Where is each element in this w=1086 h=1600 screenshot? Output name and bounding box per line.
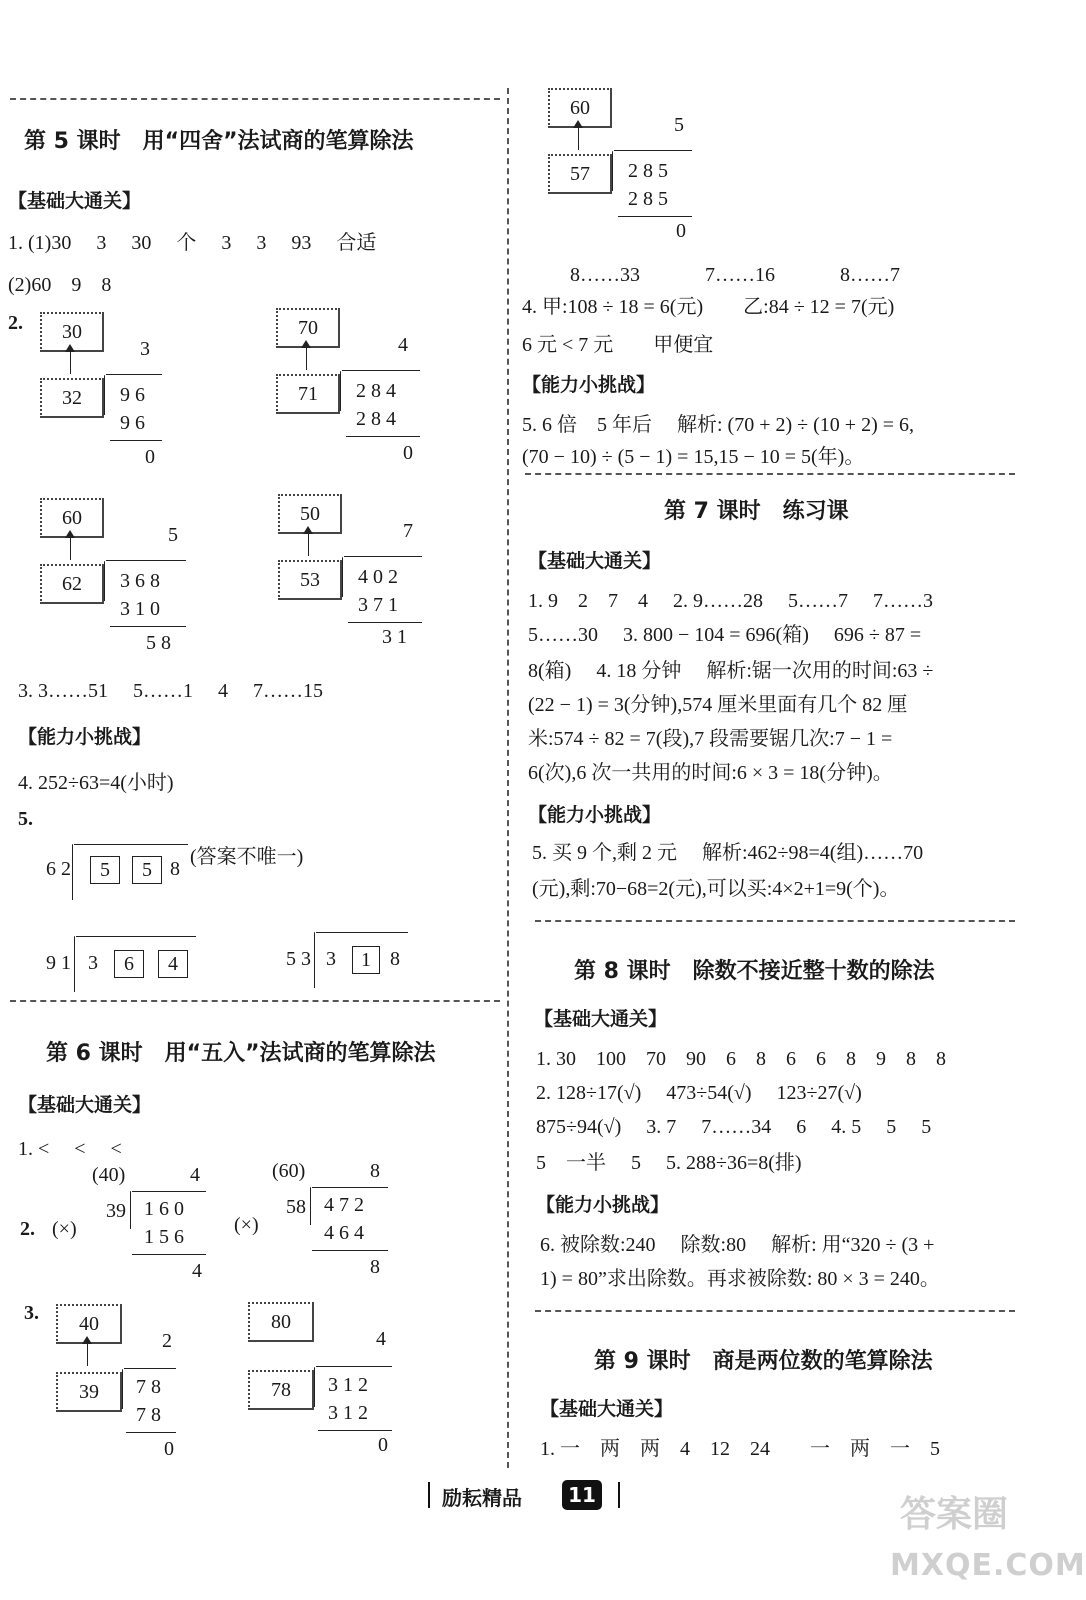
trial-box: 60 [40,498,104,538]
division-bracket [130,1191,131,1229]
division-bar [74,844,188,845]
trial-quotient: (40) [92,1164,126,1186]
lesson7-line-5: 米:574 ÷ 82 = 7(段),7 段需要锯几次:7 − 1 = [528,728,893,750]
division-bar [106,374,162,375]
watermark-url: MXQE.COM [890,1548,1086,1583]
up-arrow-icon [87,1344,88,1366]
lesson5-q1-line1: 1. (1)30 3 30 个 3 3 93 合适 [8,232,377,254]
division-bracket [104,375,105,415]
trial-quotient: (60) [272,1160,306,1182]
division-bracket [342,557,343,597]
right-q4-line1: 4. 甲:108 ÷ 18 = 6(元) 乙:84 ÷ 12 = 7(元) [522,296,895,318]
divisor: 39 [106,1200,126,1222]
subtract-line [318,1430,392,1431]
answer-box: 6 [114,950,144,978]
division-bar [106,560,186,561]
lesson9-basic-label: 【基础大通关】 [540,1398,674,1420]
lesson5-q3: 3. 3……51 5……1 4 7……15 [18,680,323,702]
division-bracket [72,844,73,900]
up-arrow-icon [306,348,307,370]
column-divider [507,88,509,1468]
divider-top-left [10,98,500,100]
dividend: 9 6 [120,384,145,406]
remainder: 8 [370,1256,380,1278]
divider-lesson7 [525,473,1015,475]
lesson7-line-1: 1. 9 2 7 4 2. 9……28 5……7 7……3 [528,590,933,612]
lesson7-ability-label: 【能力小挑战】 [528,804,662,826]
up-arrow-icon [70,352,71,374]
subtract-line [110,440,162,441]
divisor: 9 1 [46,952,71,974]
divider-lesson8 [535,920,1015,922]
dividend: 3 1 2 [328,1374,368,1396]
right-q5-line2: (70 − 10) ÷ (5 − 1) = 15,15 − 10 = 5(年)。 [522,446,865,468]
trial-box: 50 [278,494,342,534]
trial-box: 60 [548,88,612,128]
subtract-line [618,216,692,217]
product: 3 1 2 [328,1402,368,1424]
footer-logo: 励耘精品 [442,1486,522,1510]
lesson7-q5-line1: 5. 买 9 个,剩 2 元 解析:462÷98=4(组)……70 [532,842,924,864]
divisor-box: 71 [276,374,340,414]
dividend: 4 0 2 [358,566,398,588]
answer-box: 5 [90,856,120,884]
product: 4 6 4 [324,1222,364,1244]
digit: 8 [170,858,180,880]
lesson7-basic-label: 【基础大通关】 [528,550,662,572]
lesson6-q2-label: 2. [20,1218,35,1240]
page-number: 11 [562,1480,602,1510]
lesson9-q1: 1. 一 两 两 4 12 24 一 两 一 5 [540,1438,940,1460]
divisor-box: 62 [40,564,104,604]
right-ability-label: 【能力小挑战】 [522,374,656,396]
lesson6-title: 第 6 课时 用“五入”法试商的笔算除法 [46,1041,436,1066]
lesson5-title: 第 5 课时 用“四舍”法试商的笔算除法 [24,129,414,154]
lesson6-q1: 1. < < < [18,1138,122,1160]
lesson8-line-2: 2. 128÷17(√) 473÷54(√) 123÷27(√) [536,1082,862,1104]
trial-box: 30 [40,312,104,352]
division-bracket [122,1369,123,1409]
lesson6-q3-label: 3. [24,1302,39,1324]
lesson8-basic-label: 【基础大通关】 [534,1008,668,1030]
divider-lesson9 [535,1310,1015,1312]
division-bracket [74,936,75,992]
trial-box: 40 [56,1304,122,1344]
quotient: 2 [162,1330,172,1352]
lesson5-q5-label: 5. [18,808,33,830]
up-arrow-icon [578,128,579,150]
dividend: 7 8 [136,1376,161,1398]
lesson7-line-4: (22 − 1) = 3(分钟),574 厘米里面有几个 82 厘 [528,694,908,716]
product: 1 5 6 [144,1226,184,1248]
lesson8-q6-line1: 6. 被除数:240 除数:80 解析: 用“320 ÷ (3 + [540,1234,935,1256]
remainder: 0 [403,442,413,464]
watermark-logo: 答案圈 [900,1494,1009,1535]
remainder: 0 [676,220,686,242]
division-bar [316,932,408,933]
subtract-line [110,626,186,627]
quotient: 3 [140,338,150,360]
product: 7 8 [136,1404,161,1426]
remainder: 4 [192,1260,202,1282]
division-bracket [310,1187,311,1225]
product: 3 1 0 [120,598,160,620]
division-bracket [104,561,105,601]
lesson8-q6-line2: 1) = 80”求出除数。再求被除数: 80 × 3 = 240。 [540,1268,940,1290]
division-bar [342,370,420,371]
answer-box: 4 [158,950,188,978]
remainder: 0 [378,1434,388,1456]
lesson7-line-3: 8(箱) 4. 18 分钟 解析:锯一次用的时间:63 ÷ [528,660,934,682]
product: 2 8 4 [356,408,396,430]
right-q5-line1: 5. 6 倍 5 年后 解析: (70 + 2) ÷ (10 + 2) = 6, [522,414,915,436]
trial-box: 70 [276,308,340,348]
dividend: 3 6 8 [120,570,160,592]
divisor: 6 2 [46,858,71,880]
lesson8-title: 第 8 课时 除数不接近整十数的除法 [574,959,935,984]
lesson7-title: 第 7 课时 练习课 [664,499,849,524]
digit: 3 [326,948,336,970]
quotient: 4 [190,1164,200,1186]
remainder: 0 [164,1438,174,1460]
dividend: 1 6 0 [144,1198,184,1220]
division-bracket [612,151,613,191]
product: 3 7 1 [358,594,398,616]
lesson7-q5-line2: (元),剩:70−68=2(元),可以买:4×2+1=9(个)。 [532,878,900,900]
lesson8-line-1: 1. 30 100 70 90 6 8 6 6 8 9 8 8 [536,1048,946,1070]
remainder: 0 [145,446,155,468]
digit: 8 [390,948,400,970]
lesson5-q1-line2: (2)60 9 8 [8,274,112,296]
dividend: 2 8 5 [628,160,668,182]
divisor-box: 32 [40,378,104,418]
remainder: 5 8 [146,632,171,654]
lesson8-line-3: 875÷94(√) 3. 7 7……34 6 4. 5 5 5 [536,1116,932,1138]
footer-bracket-left [428,1482,440,1508]
quotient: 5 [168,524,178,546]
subtract-line [312,1250,388,1251]
quotient: 4 [398,334,408,356]
lesson7-line-6: 6(次),6 次一共用的时间:6 × 3 = 18(分钟)。 [528,762,893,784]
mark: (×) [52,1218,77,1240]
divisor: 5 3 [286,948,311,970]
division-bar [614,150,692,151]
answer-box: 1 [352,946,380,974]
answer-box: 5 [132,856,162,884]
up-arrow-icon [308,534,309,556]
divisor: 58 [286,1196,306,1218]
subtract-line [346,436,420,437]
digit: 3 [88,952,98,974]
subtract-line [132,1254,206,1255]
product: 9 6 [120,412,145,434]
lesson5-basic-label: 【基础大通关】 [8,190,142,212]
division-bar [124,1368,176,1369]
lesson9-title: 第 9 课时 商是两位数的笔算除法 [594,1349,933,1374]
mark: (×) [234,1214,259,1236]
lesson7-line-2: 5……30 3. 800 − 104 = 696(箱) 696 ÷ 87 = [528,624,922,646]
lesson5-q4: 4. 252÷63=4(小时) [18,772,174,794]
lesson8-ability-label: 【能力小挑战】 [536,1194,670,1216]
division-bracket [314,932,315,988]
lesson6-basic-label: 【基础大通关】 [18,1094,152,1116]
division-bar [344,556,422,557]
lesson5-q2-label: 2. [8,312,23,334]
right-remainders: 8……33 7……16 8……7 [570,264,900,286]
quotient: 8 [370,1160,380,1182]
divisor-box: 53 [278,560,342,600]
dividend: 4 7 2 [324,1194,364,1216]
subtract-line [126,1432,176,1433]
division-bar [312,1187,388,1188]
trial-box: 80 [248,1302,314,1342]
division-bar [316,1366,392,1367]
divider-lesson6 [10,1000,500,1002]
divisor-box: 78 [248,1370,314,1410]
quotient: 5 [674,114,684,136]
right-q4-line2: 6 元 < 7 元 甲便宜 [522,334,714,356]
quotient: 7 [403,520,413,542]
lesson8-line-4: 5 一半 5 5. 288÷36=8(排) [536,1152,802,1174]
divisor-box: 39 [56,1372,122,1412]
remainder: 3 1 [382,626,407,648]
up-arrow-icon [70,538,71,560]
dividend: 2 8 4 [356,380,396,402]
note: (答案不唯一) [190,846,304,868]
subtract-line [348,622,422,623]
division-bar [132,1191,206,1192]
division-bracket [314,1367,315,1407]
division-bar [76,936,196,937]
footer-bracket-right [608,1482,620,1508]
product: 2 8 5 [628,188,668,210]
division-bracket [340,371,341,411]
quotient: 4 [376,1328,386,1350]
lesson5-ability-label: 【能力小挑战】 [18,726,152,748]
divisor-box: 57 [548,154,612,194]
